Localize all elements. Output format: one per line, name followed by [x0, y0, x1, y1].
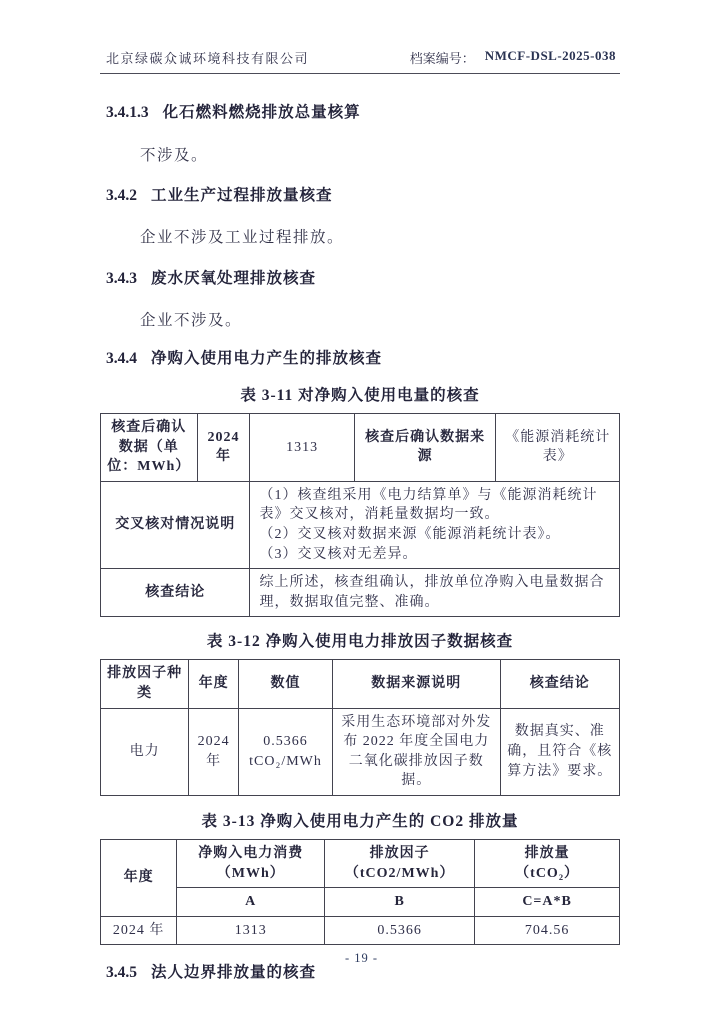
table-row — [101, 481, 620, 568]
heading-title: 净购入使用电力产生的排放核查 — [151, 350, 383, 367]
heading-title: 化石燃料燃烧排放总量核算 — [162, 104, 361, 121]
heading-number: 3.4.1.3 — [106, 104, 149, 121]
table-row — [101, 414, 620, 482]
cell-year: 2024 年 — [197, 414, 250, 482]
table-3-11 — [100, 413, 620, 617]
cell-electricity-value: 1313 — [250, 414, 354, 482]
crosscheck-line-1: （1）核查组采用《电力结算单》与《能源消耗统计表》交叉核对，消耗量数据均一致。 — [259, 487, 598, 523]
table-formula-row — [101, 888, 620, 917]
heading-number: 3.4.5 — [106, 964, 137, 982]
company-name: 北京绿碳众诚环境科技有限公司 — [106, 51, 310, 66]
table-header-row — [101, 660, 620, 708]
cell-key-a: A — [177, 888, 325, 917]
col-header-conclusion: 核查结论 — [500, 660, 619, 708]
heading-title: 法人边界排放量的核查 — [151, 964, 317, 982]
col-header-year: 年度 — [101, 839, 177, 916]
header-unit: （tCO₂） — [515, 865, 580, 881]
cell-consumption: 1313 — [177, 916, 325, 945]
cell-year: 2024 年 — [101, 916, 177, 945]
cell-emission: 704.56 — [475, 916, 620, 945]
table-row — [101, 916, 620, 945]
col-header-consumption — [177, 839, 325, 887]
file-number-label: 档案编号： — [409, 51, 475, 66]
cell-year: 2024 年 — [189, 708, 239, 795]
col-header-factor — [325, 839, 475, 887]
cell-crosscheck-label: 交叉核对情况说明 — [101, 481, 250, 568]
col-header-value: 数值 — [239, 660, 333, 708]
paragraph-not-involved-3: 企业不涉及。 — [140, 312, 243, 329]
cell-factor-value: 0.5366 tCO₂/MWh — [239, 708, 333, 795]
paragraph-not-involved-1: 不涉及。 — [140, 147, 209, 164]
crosscheck-line-2: （2）交叉核对数据来源《能源消耗统计表》。 — [259, 526, 561, 542]
cell-factor-type: 电力 — [101, 708, 189, 795]
table-3-11-caption: 表 3-11 对净购入使用电量的核查 — [240, 387, 480, 404]
heading-number: 3.4.3 — [106, 270, 137, 287]
cell-source: 采用生态环境部对外发布 2022 年度全国电力二氧化碳排放因子数据。 — [332, 708, 500, 795]
table-header-row — [101, 839, 620, 887]
col-header-year: 年度 — [189, 660, 239, 708]
table-row — [101, 708, 620, 795]
crosscheck-line-3: （3）交叉核对无差异。 — [259, 546, 418, 562]
heading-3-4-4 — [106, 346, 620, 368]
file-number-block — [410, 48, 616, 67]
header-title: 排放因子 — [369, 845, 430, 861]
col-header-factor-type: 排放因子种类 — [101, 660, 189, 708]
table-3-12-caption: 表 3-12 净购入使用电力排放因子数据核查 — [206, 633, 514, 651]
cell-confirmed-data-label: 核查后确认数据（单位：MWh） — [101, 414, 198, 482]
file-number-value: NMCF-DSL-2025-038 — [484, 48, 616, 63]
heading-title: 工业生产过程排放量核查 — [151, 187, 333, 204]
header-unit: （MWh） — [216, 865, 285, 881]
cell-key-b: B — [325, 888, 475, 917]
cell-factor: 0.5366 — [325, 916, 475, 945]
page-number: - 19 - — [344, 951, 379, 965]
heading-3-4-2 — [106, 183, 620, 205]
cell-crosscheck-text — [250, 481, 620, 568]
cell-conclusion: 数据真实、准确，且符合《核算方法》要求。 — [500, 708, 619, 795]
table-3-12 — [100, 659, 620, 796]
cell-conclusion-text: 综上所述，核查组确认，排放单位净购入电量数据合理，数据取值完整、准确。 — [250, 569, 620, 617]
cell-data-source-value: 《能源消耗统计表》 — [496, 414, 620, 482]
heading-3-4-1-3 — [106, 100, 620, 122]
heading-title: 废水厌氧处理排放核查 — [151, 270, 317, 287]
cell-data-source-label: 核查后确认数据来源 — [354, 414, 496, 482]
heading-number: 3.4.4 — [106, 350, 137, 367]
col-header-emission — [475, 839, 620, 887]
cell-conclusion-label: 核查结论 — [101, 569, 250, 617]
cell-key-c: C=A*B — [475, 888, 620, 917]
table-3-13-caption: 表 3-13 净购入使用电力产生的 CO2 排放量 — [201, 812, 519, 830]
header-unit: （tCO2/MWh） — [344, 865, 455, 881]
document-header — [100, 48, 620, 74]
header-title: 净购入电力消费 — [198, 845, 304, 861]
paragraph-not-involved-2: 企业不涉及工业过程排放。 — [140, 229, 345, 246]
heading-3-4-3 — [106, 266, 620, 288]
table-3-13 — [100, 839, 620, 945]
table-row — [101, 569, 620, 617]
header-title: 排放量 — [524, 845, 570, 861]
col-header-source: 数据来源说明 — [332, 660, 500, 708]
heading-number: 3.4.2 — [106, 187, 137, 204]
